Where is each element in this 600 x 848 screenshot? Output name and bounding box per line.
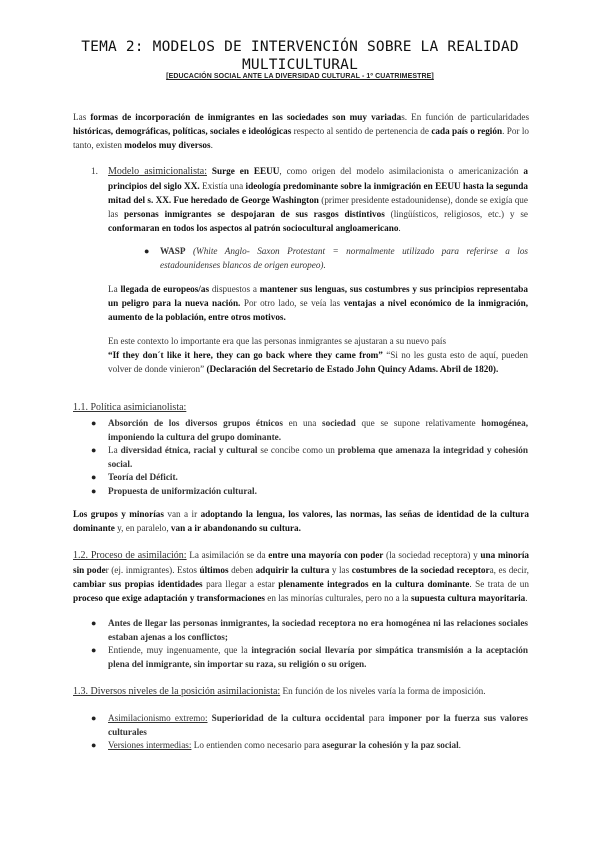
section-number: 1. xyxy=(91,166,98,176)
section11-heading: 1.1. Política asimicianolista: xyxy=(73,402,187,413)
title-line-1: TEMA 2: MODELOS DE INTERVENCIÓN SOBRE LA REALIDAD xyxy=(81,39,519,55)
list-item: Asimilacionismo extremo: Superioridad de la cultura occidental para imponer por la fuerza sus valores culturales xyxy=(108,713,528,737)
list-item: La diversidad étnica, racial y cultural se concibe como un problema que amenaza la integridad y cohesión social. xyxy=(108,445,528,469)
section12-paragraph: 1.2. Proceso de asimilación: La asimilación se da entre una mayoría con poder (la sociedad receptora) y una minoría sin poder (ej. inmigrantes). Estos últimos deben adquirir la cultura y las costumbres de la sociedad receptora, es decir, cambiar sus propias identidades para llegar a estar plenamente integrados en la cultura dominante. Se trata de un proceso que exige adaptación y transformaciones en las minorías culturales, pero no a la supuesta cultura mayoritaria. xyxy=(73,550,529,603)
list-item: Absorción de los diversos grupos étnicos en una sociedad que se supone relativamente homogénea, imponiendo la cultura del grupo dominante. xyxy=(108,418,528,442)
grupos-paragraph: Los grupos y minorías van a ir adoptando la lengua, los valores, las normas, las señas de identidad de la cultura dominante y, en paralelo, van a ir abandonando su cultura. xyxy=(73,509,529,533)
section1-heading: Modelo asimicionalista: xyxy=(108,166,207,177)
bullet-icon: ● xyxy=(91,713,97,723)
bullet-icon: ● xyxy=(91,645,97,655)
list-item: Antes de llegar las personas inmigrantes, la sociedad receptora no era homogénea ni las relaciones sociales estaban ajenas a los conflictos; xyxy=(108,618,528,642)
intro-paragraph: Las formas de incorporación de inmigrantes en las sociedades son muy variadas. En función de particularidades históricas, demográficas, políticas, sociales e ideológicas respecto al sentido de pertenencia de cada país o región. Por lo tanto, existen modelos muy diversos. xyxy=(73,112,530,150)
list-item: Entiende, muy ingenuamente, que la integración social llevaría por simpática transmisión a la aceptación plena del inmigrante, sin importar su raza, su religión o su origen. xyxy=(108,645,528,669)
llegada-paragraph: La llegada de europeos/as dispuestos a mantener sus lenguas, sus costumbres y sus principios representaba un peligro para la nueva nación. Por otro lado, se veía las ventajas a nivel económico de la inmigración, aumento de la población, entre otros motivos. xyxy=(108,284,529,322)
section13-paragraph: 1.3. Diversos niveles de la posición asimilacionista: En función de los niveles varía la forma de imposición. xyxy=(73,686,486,697)
list-item: Teoría del Déficit. xyxy=(108,472,178,482)
contexto-paragraph: En este contexto lo importante era que las personas inmigrantes se ajustaran a su nuevo país “If they don´t like it here, they can go back where they came from” “Si no les gusta esto de aquí, pueden volver de donde vinieron” (Declaración del Secretario de Estado John Quincy Adams. Abril de 1820). xyxy=(108,336,528,374)
page-subtitle: [EDUCACIÓN SOCIAL ANTE LA DIVERSIDAD CULTURAL - 1º CUATRIMESTRE] xyxy=(166,73,434,80)
section12-heading: 1.2. Proceso de asimilación: xyxy=(73,550,187,561)
list-item: Propuesta de uniformización cultural. xyxy=(108,486,257,496)
bullet-icon: ● xyxy=(91,618,97,628)
bullet-icon: ● xyxy=(91,445,97,455)
bullet-icon: ● xyxy=(91,740,97,750)
bullet-icon: ● xyxy=(144,246,150,256)
list-item: Versiones intermedias: Lo entienden como necesario para asegurar la cohesión y la paz social. xyxy=(108,740,461,750)
bullet-icon: ● xyxy=(91,486,97,496)
section13-heading: 1.3. Diversos niveles de la posición asimilacionista: xyxy=(73,686,281,697)
section1-paragraph: Modelo asimicionalista: Surge en EEUU, como origen del modelo asimilacionista o americanización a principios del siglo XX. Existía una ideología predominante sobre la inmigración en EEUU hasta la segunda mitad del s. XX. Fue heredado de George Washington (primer presidente estadounidense), donde se exigía que las personas inmigrantes se despojaran de sus rasgos distintivos (lingüísticos, religiosos, etc.) y se conformaran en todos los aspectos al patrón sociocultural angloamericano. xyxy=(108,166,529,233)
bullet-icon: ● xyxy=(91,418,97,428)
wasp-note: WASP (White Anglo- Saxon Protestant = normalmente utilizado para referirse a los estadounidenses blancos de origen europeo). xyxy=(160,246,528,270)
bullet-icon: ● xyxy=(91,472,97,482)
title-line-2: MULTICULTURAL xyxy=(241,57,359,73)
page-title xyxy=(60,38,540,74)
